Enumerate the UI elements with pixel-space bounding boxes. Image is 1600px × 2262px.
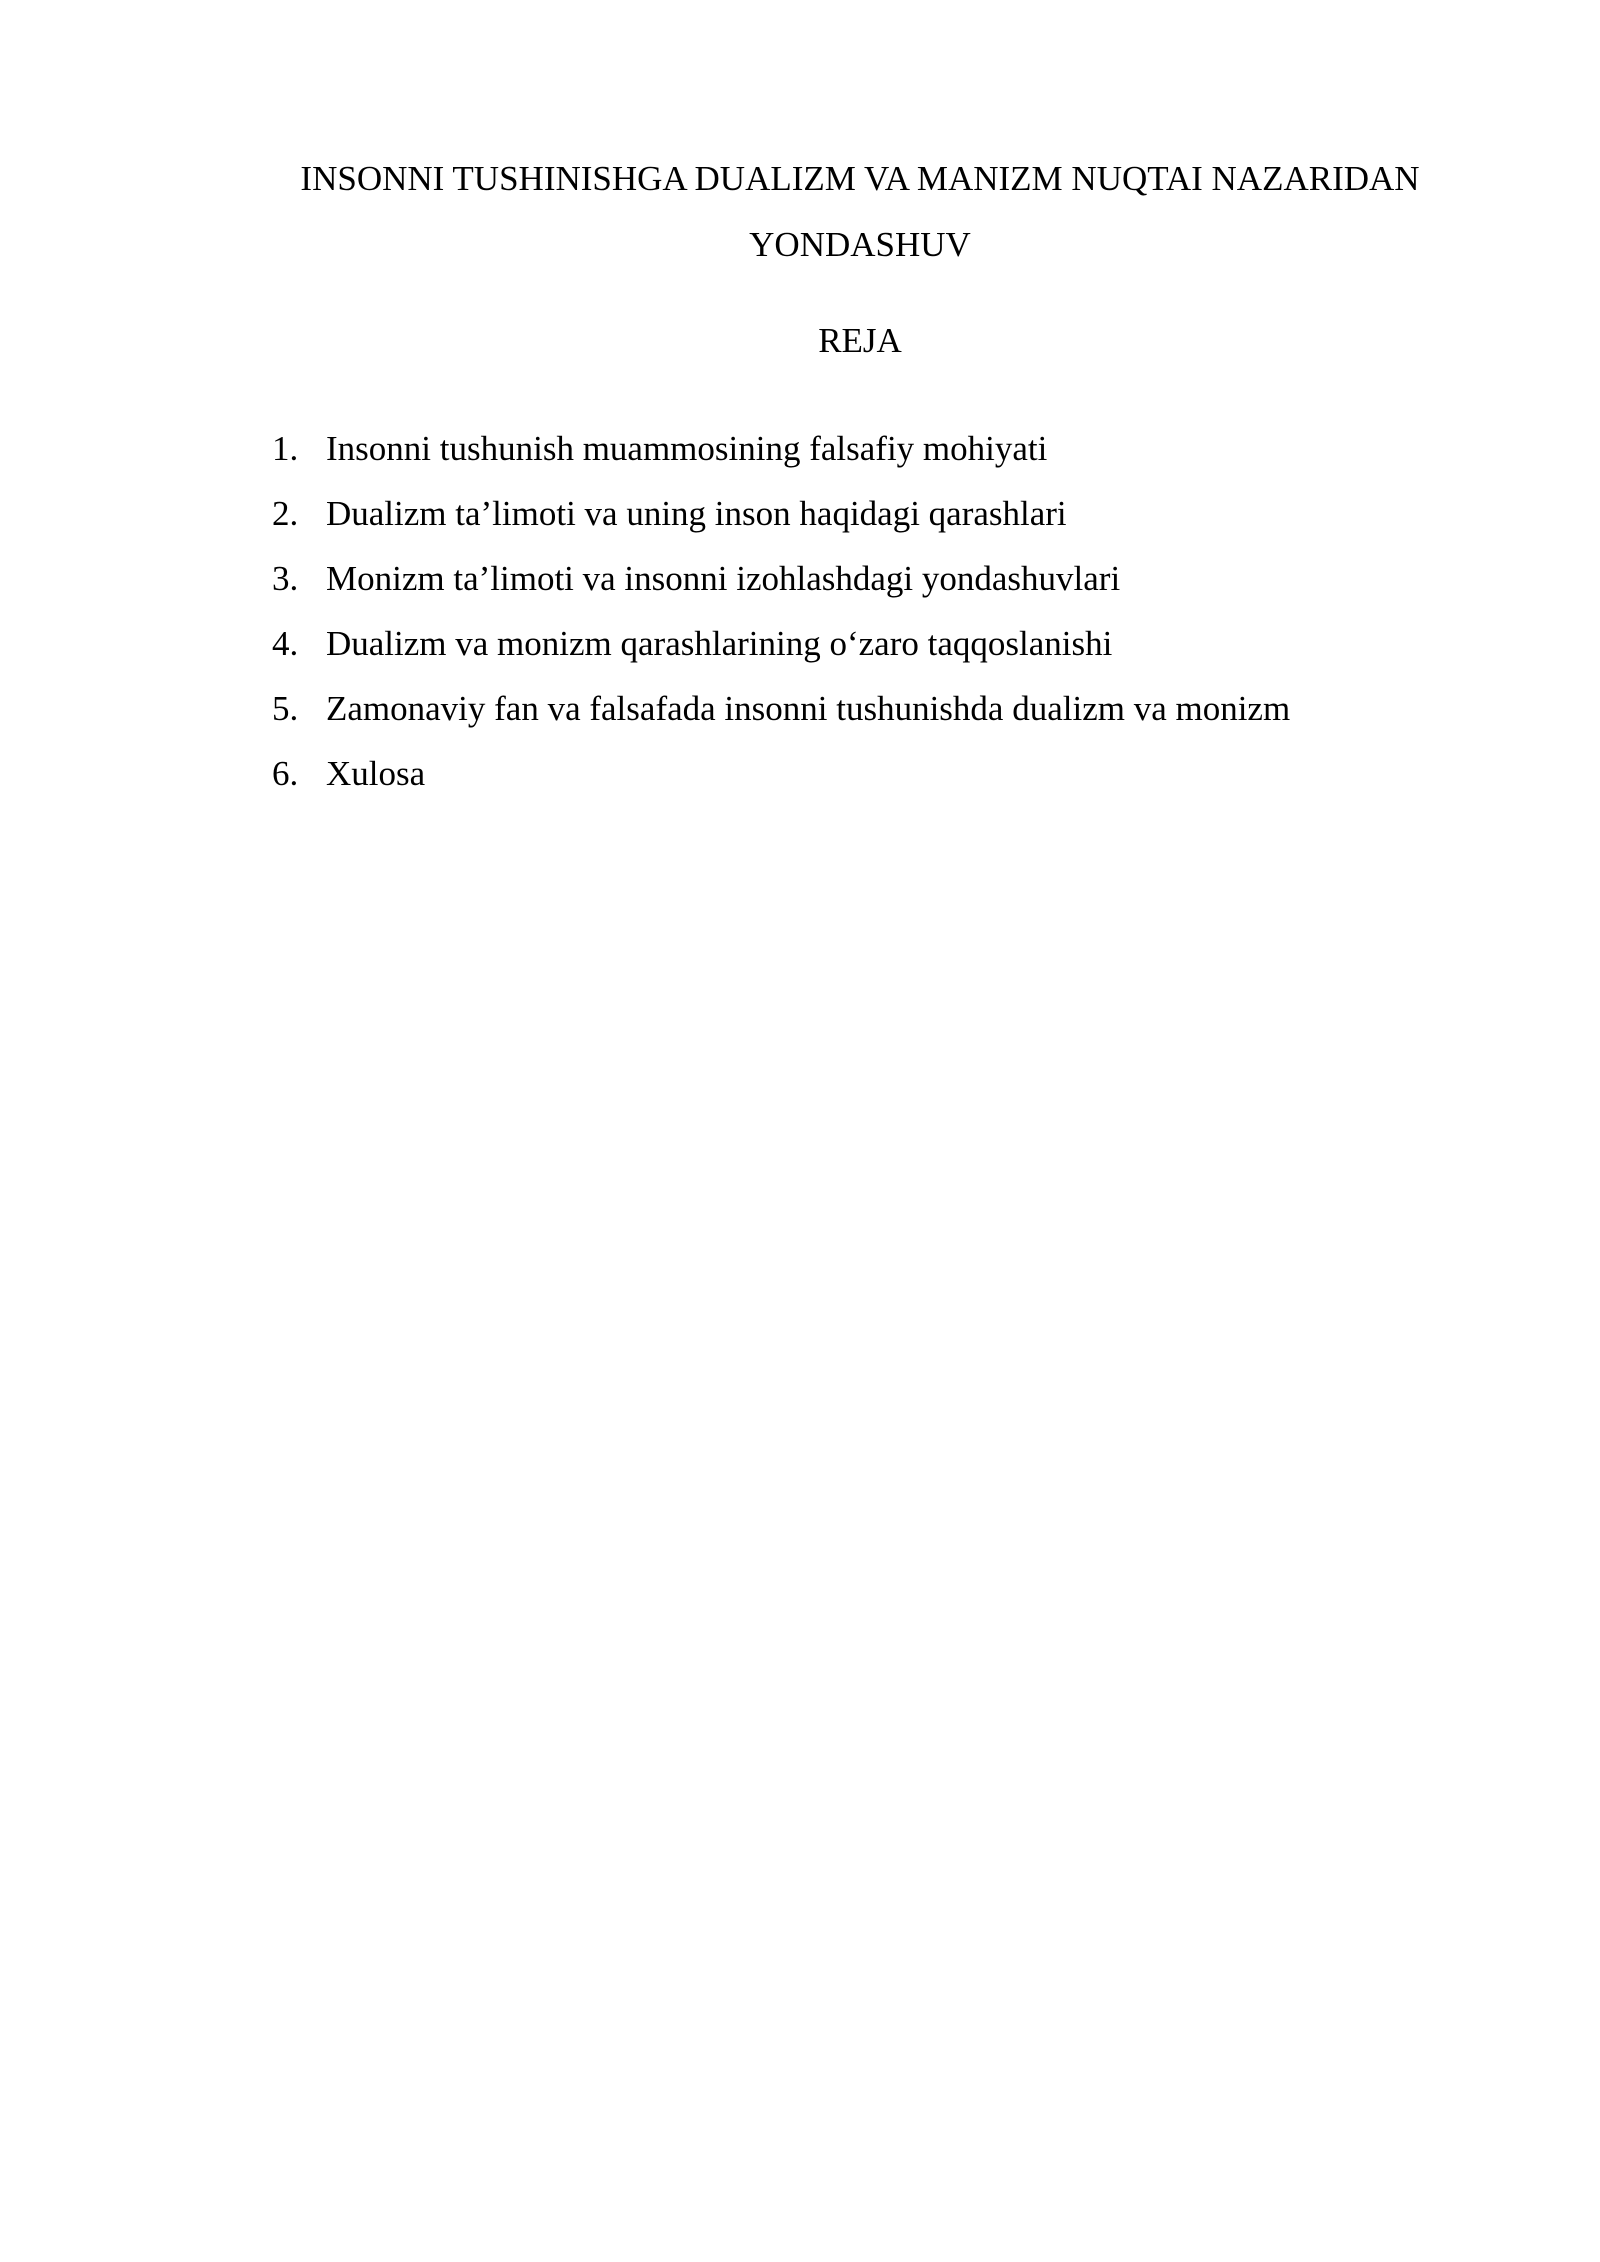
plan-item (272, 676, 1290, 741)
plan-item (272, 416, 1290, 481)
plan-item-number: 4. (272, 624, 299, 663)
plan-item-text: Xulosa (326, 754, 426, 793)
plan-item-text: Dualizm ta’limoti va uning inson haqidagi qarashlari (326, 494, 1067, 533)
plan-heading: REJA (818, 321, 902, 360)
plan-item-text: Insonni tushunish muammosining falsafiy mohiyati (326, 429, 1048, 468)
plan-item-number: 2. (272, 494, 299, 533)
document-title (240, 146, 1480, 278)
title-line-2: YONDASHUV (749, 225, 971, 264)
plan-item (272, 481, 1290, 546)
plan-item-number: 3. (272, 559, 299, 598)
plan-list (272, 416, 1290, 806)
plan-item (272, 741, 1290, 806)
plan-item (272, 546, 1290, 611)
plan-item-text: Zamonaviy fan va falsafada insonni tushunishda dualizm va monizm (326, 689, 1291, 728)
plan-item-number: 6. (272, 754, 299, 793)
plan-item-text: Dualizm va monizm qarashlarining o‘zaro taqqoslanishi (326, 624, 1113, 663)
plan-item-number: 1. (272, 429, 299, 468)
plan-item (272, 611, 1290, 676)
plan-item-number: 5. (272, 689, 299, 728)
title-line-1: INSONNI TUSHINISHGA DUALIZM VA MANIZM NUQTAI NAZARIDAN (300, 159, 1420, 198)
plan-item-text: Monizm ta’limoti va insonni izohlashdagi yondashuvlari (326, 559, 1121, 598)
